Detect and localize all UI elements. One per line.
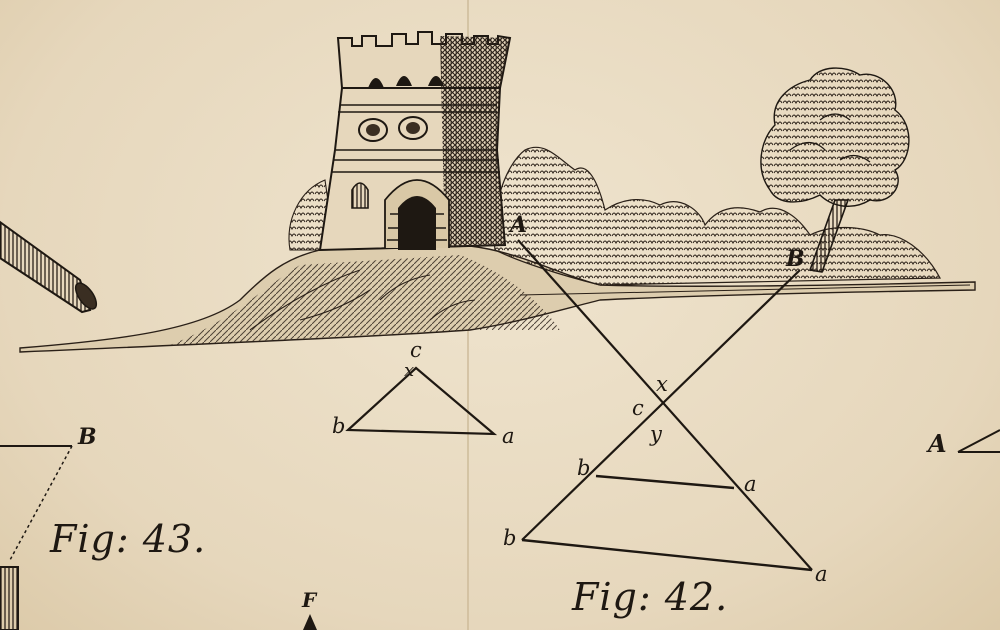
label-fig42-x: x [656,372,668,396]
label-small-a: a [502,424,515,448]
label-left-B: B [78,424,97,450]
label-right-A: A [928,429,947,458]
label-F: F [302,588,317,612]
label-fig42-c: c [632,396,644,420]
line-right-A [958,430,1000,452]
label-small-x: x [404,360,415,381]
label-small-c: c [410,338,422,362]
line-inner-base [596,476,734,488]
small-triangle [348,368,494,434]
triangle-bca [348,368,494,434]
label-fig42-a-outer: a [815,562,828,586]
line-outer-base [522,540,812,570]
label-fig42-y: y [650,422,662,446]
arrow-F [303,614,317,630]
caption-fig43: Fig: 43. [50,517,207,561]
caption-fig42: Fig: 42. [572,575,729,619]
line-B-b [522,270,800,540]
label-fig42-b-outer: b [503,526,517,550]
label-small-b: b [332,414,346,438]
tower-icon [320,32,510,250]
label-A-tower: A [510,212,528,238]
cannon-icon [0,222,100,312]
label-B-tree: B [786,246,805,272]
post-icon [0,567,18,630]
label-fig42-b-inner: b [577,456,591,480]
label-fig42-a-inner: a [744,472,757,496]
